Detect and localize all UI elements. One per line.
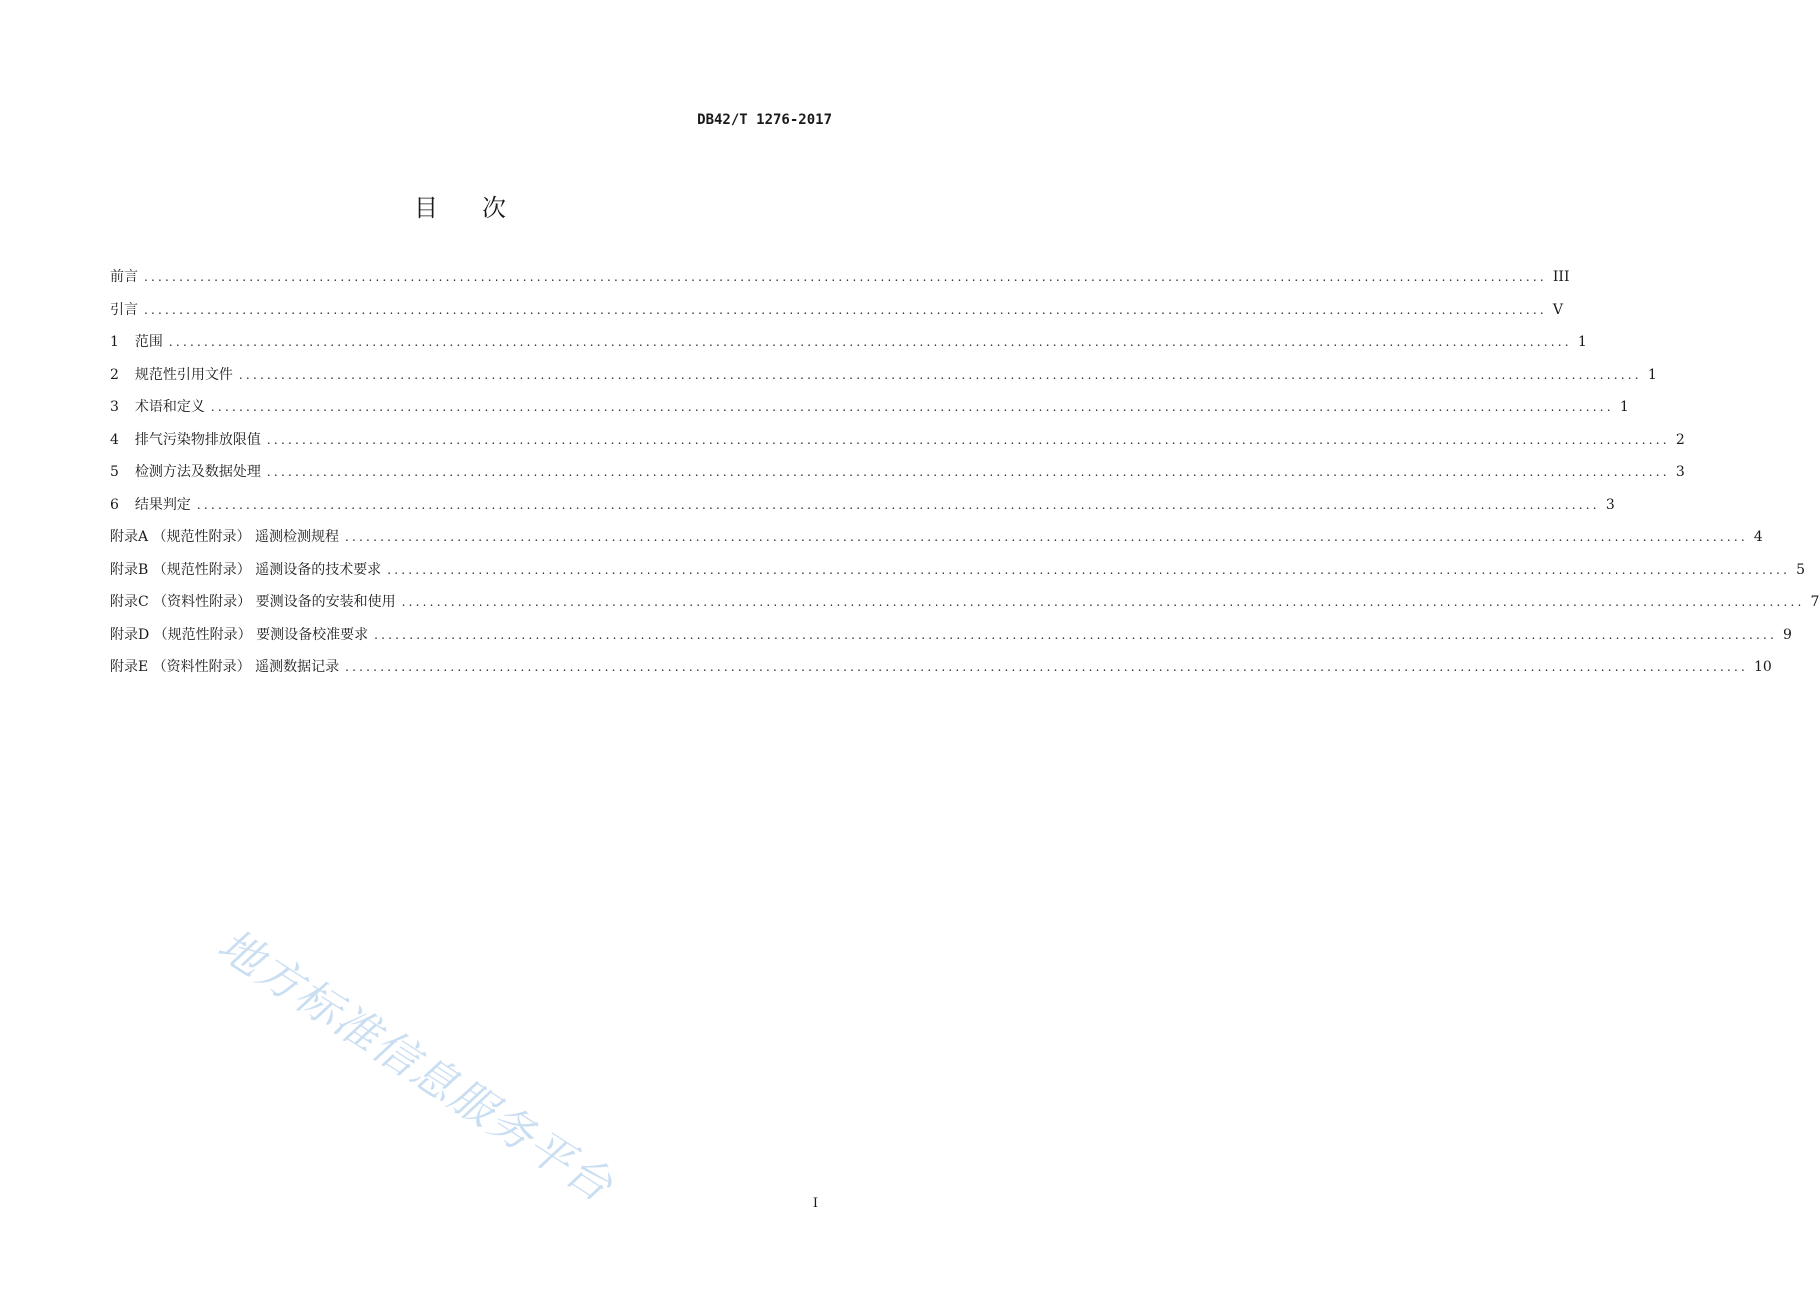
- toc-entry-page: 9: [1783, 626, 1792, 643]
- toc-entry[interactable]: [110, 396, 1629, 429]
- toc-entry-page: III: [1552, 269, 1570, 285]
- toc-entry[interactable]: [110, 461, 1685, 494]
- toc-entry-page: 10: [1754, 659, 1772, 675]
- toc-entry-page: 4: [1753, 529, 1763, 545]
- toc-entry-label: 结果判定: [134, 496, 191, 513]
- toc-entry-label: 规范性引用文件: [134, 366, 233, 383]
- toc-entry-page: 1: [1577, 334, 1587, 350]
- toc-entry-number: 2: [110, 366, 119, 383]
- toc-entry-page: 3: [1605, 496, 1615, 513]
- toc-entry-label: 附录A （规范性附录） 遥测检测规程: [110, 529, 340, 545]
- toc-entry-page: 1: [1647, 366, 1657, 383]
- toc-entry-label: 检测方法及数据处理: [134, 464, 261, 480]
- toc-entry-label: 附录C （资料性附录） 要测设备的安装和使用: [110, 594, 396, 610]
- toc-entry-label: 术语和定义: [134, 399, 205, 415]
- toc-entry[interactable]: [110, 559, 1805, 592]
- toc-entry[interactable]: [110, 331, 1587, 364]
- toc-entry-label: 附录B （规范性附录） 遥测设备的技术要求: [110, 561, 382, 578]
- toc-leader-dots: ........................................................................................................................................................................................................: [401, 595, 1805, 609]
- toc-entry[interactable]: [110, 299, 1564, 332]
- toc-leader-dots: ........................................................................................................................................................................................................: [266, 432, 1670, 447]
- toc-entry-label: 附录E （资料性附录） 遥测数据记录: [110, 659, 340, 675]
- toc-entry[interactable]: [110, 591, 1819, 624]
- toc-entry-number: 6: [110, 496, 119, 513]
- toc-leader-dots: ........................................................................................................................................................................................................: [144, 270, 1547, 284]
- page-title: 目次: [414, 194, 550, 222]
- toc-entry-page: 2: [1675, 431, 1685, 448]
- toc-leader-dots: ........................................................................................................................................................................................................: [387, 562, 1791, 577]
- toc-leader-dots: ........................................................................................................................................................................................................: [238, 367, 1642, 382]
- toc-entry[interactable]: [110, 266, 1570, 299]
- toc-leader-dots: ........................................................................................................................................................................................................: [196, 497, 1600, 512]
- document-code: DB42/T 1276-2017: [697, 112, 832, 128]
- toc-leader-dots: ........................................................................................................................................................................................................: [144, 302, 1547, 317]
- toc-leader-dots: ........................................................................................................................................................................................................: [345, 660, 1749, 674]
- toc-entry[interactable]: [110, 364, 1657, 397]
- table-of-contents: [110, 266, 1819, 689]
- toc-entry-number: 4: [110, 431, 119, 448]
- toc-leader-dots: ........................................................................................................................................................................................................: [210, 400, 1614, 414]
- toc-entry[interactable]: [110, 526, 1763, 559]
- toc-entry[interactable]: [110, 494, 1615, 527]
- toc-entry-page: 3: [1675, 464, 1685, 480]
- toc-entry-label: 前言: [110, 269, 138, 285]
- toc-leader-dots: ........................................................................................................................................................................................................: [345, 530, 1748, 544]
- toc-entry-label: 引言: [110, 301, 138, 318]
- toc-leader-dots: ........................................................................................................................................................................................................: [374, 627, 1778, 642]
- toc-leader-dots: ........................................................................................................................................................................................................: [266, 465, 1670, 479]
- page-number: I: [812, 1196, 818, 1211]
- toc-entry-page: 1: [1619, 399, 1629, 415]
- toc-entry[interactable]: [110, 429, 1685, 462]
- toc-entry-number: 3: [110, 399, 119, 415]
- toc-entry-label: 范围: [134, 334, 163, 350]
- toc-leader-dots: ........................................................................................................................................................................................................: [168, 335, 1572, 349]
- toc-entry[interactable]: [110, 656, 1772, 689]
- toc-entry-page: 7: [1810, 594, 1819, 610]
- watermark: 地方标准信息服务平台: [208, 919, 623, 1213]
- toc-entry-label: 排气污染物排放限值: [134, 431, 261, 448]
- toc-entry-page: 5: [1796, 561, 1805, 578]
- toc-entry-label: 附录D （规范性附录） 要测设备校准要求: [110, 626, 369, 643]
- toc-entry-page: V: [1552, 301, 1564, 318]
- toc-entry-number: 1: [110, 334, 119, 350]
- toc-entry-number: 5: [110, 464, 119, 480]
- toc-entry[interactable]: [110, 624, 1792, 657]
